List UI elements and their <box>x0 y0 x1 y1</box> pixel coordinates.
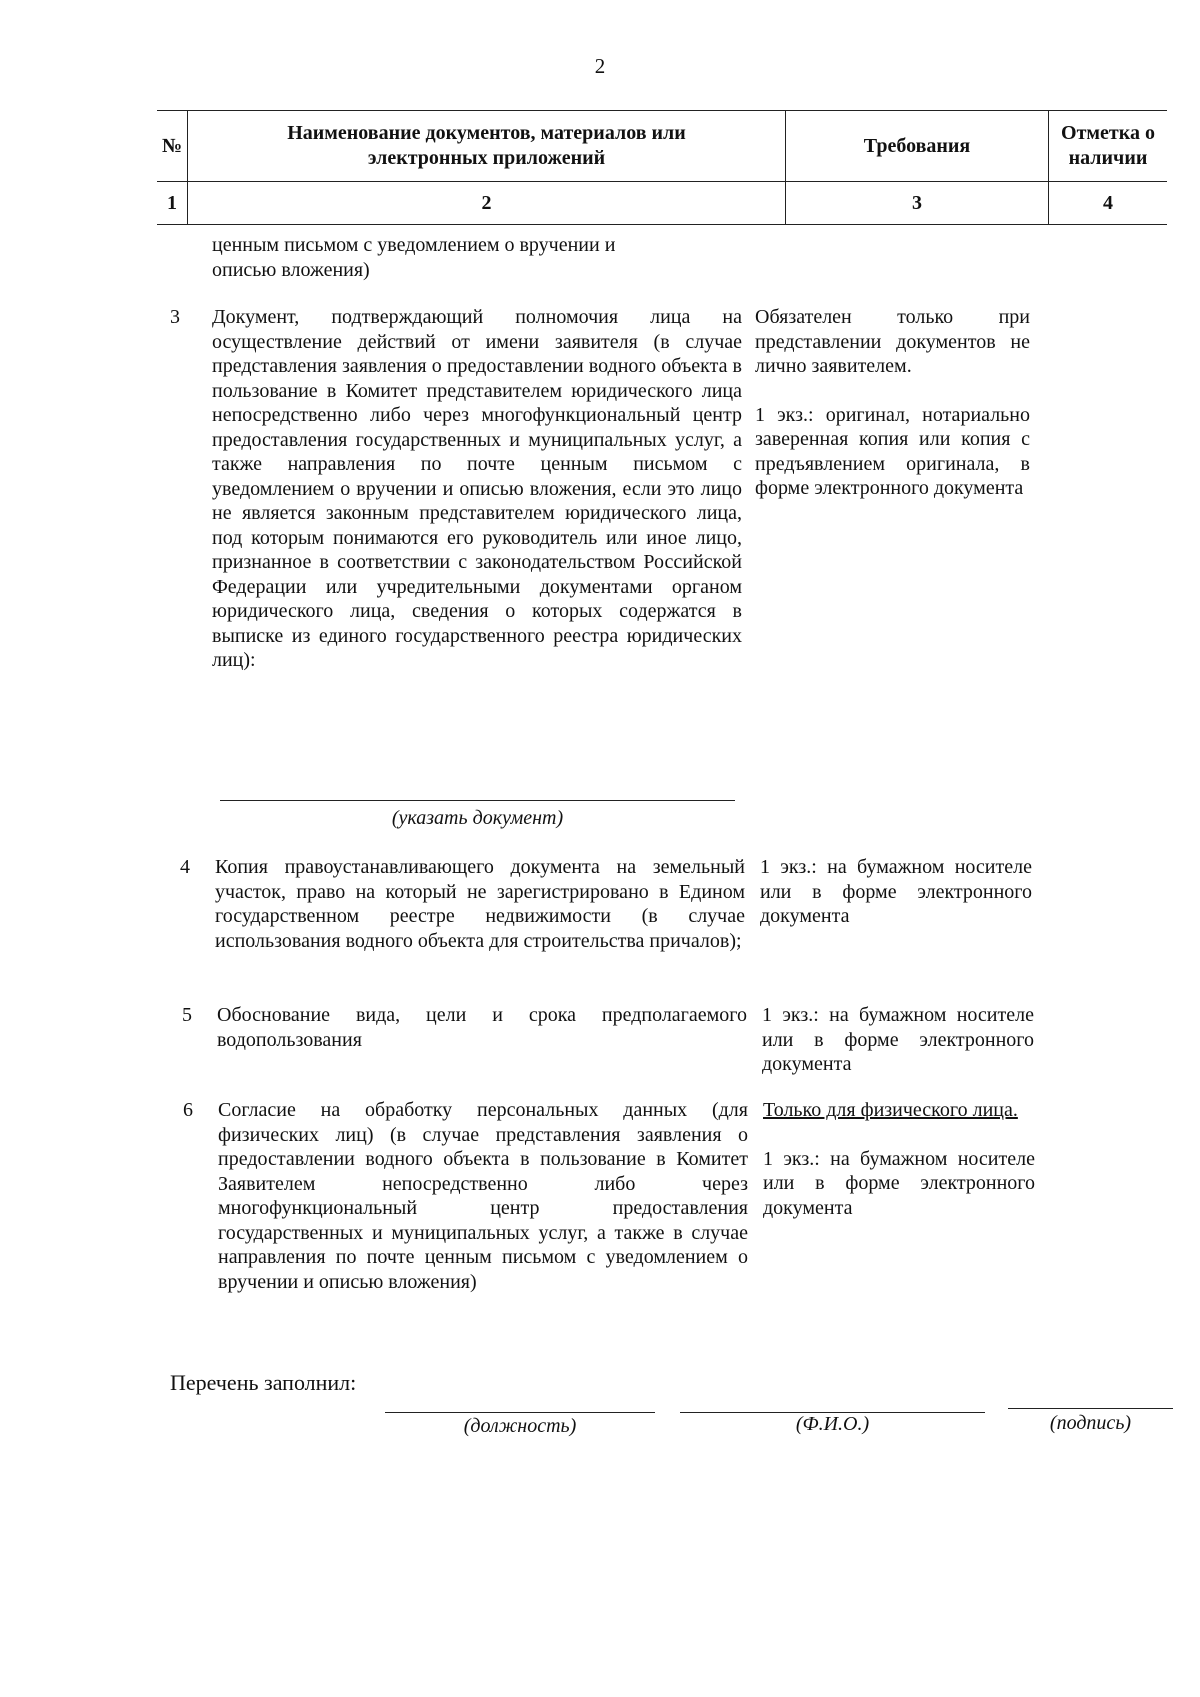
blank-line <box>220 800 735 801</box>
filled-by-label: Перечень заполнил: <box>170 1370 357 1395</box>
row-number: 5 <box>182 1004 192 1026</box>
row-number: 3 <box>170 306 180 328</box>
row-number: 6 <box>183 1099 193 1121</box>
blank-caption: (указать документ) <box>391 807 564 829</box>
requirement-note: Обязателен только при представлении документов не лично заявителем. <box>755 306 1030 377</box>
signature-caption: (подпись) <box>1049 1412 1132 1434</box>
requirements-cell <box>763 1098 1035 1220</box>
requirement-text: 1 экз.: на бумажном носителе или в форме электронного документа <box>763 1147 1035 1219</box>
col-index-3: 3 <box>786 182 1049 225</box>
table-header <box>157 110 1167 225</box>
col-index-1: 1 <box>157 182 188 225</box>
requirement-text: 1 экз.: оригинал, нотариально заверенная копия или копия с предъявлением оригинала, в форме электронного документа <box>755 403 1030 499</box>
document-name: Документ, подтверждающий полномочия лица на осуществление действий от имени заявителя (в случае представления заявления о предоставлении водного объекта в пользование в Комитет представителем юридического лица непосредственно либо через многофункциональный центр предоставления государственных и муниципальных услуг, а также направления по почте ценным письмом с уведомлением о вручении и описью вложения, если это лицо не является законным представителем юридического лица, под которым понимаются его руководитель или иное лицо, признанное в соответствии с законодательством Российской Федерации или учредительными документами органом юридического лица, сведения о которых содержатся в выписке из единого государственного реестра юридических лиц): <box>212 306 742 671</box>
signature-line <box>1008 1408 1173 1409</box>
requirement-text: 1 экз.: на бумажном носителе или в форме электронного документа <box>760 856 1032 927</box>
col-mark-header: Отметка о наличии <box>1049 111 1168 182</box>
row-number: 4 <box>180 856 190 878</box>
requirement-text: 1 экз.: на бумажном носителе или в форме электронного документа <box>762 1004 1034 1075</box>
requirement-note: Только для физического лица. <box>763 1099 1018 1121</box>
requirements-cell <box>755 305 1030 501</box>
page-number: 2 <box>594 54 606 78</box>
document-name: Копия правоустанавливающего документа на земельный участок, право на который не зарегистрировано в Едином государственном реестре недвижимости (в случае использования водного объекта для строительства причалов); <box>215 856 745 952</box>
fio-caption: (Ф.И.О.) <box>795 1413 870 1435</box>
col-name-header: Наименование документов, материалов или электронных приложений <box>188 111 786 182</box>
col-index-2: 2 <box>188 182 786 225</box>
position-caption: (должность) <box>463 1415 577 1437</box>
col-req-header: Требования <box>786 111 1049 182</box>
col-num-header: № <box>157 111 188 182</box>
document-name: Обоснование вида, цели и срока предполагаемого водопользования <box>217 1004 747 1051</box>
document-name: Согласие на обработку персональных данных (для физических лиц) (в случае представления заявления о предоставлении водного объекта в пользование в Комитет Заявителем непосредственно либо через многофункциональный центр предоставления государственных и муниципальных услуг, а также в случае направления по почте ценным письмом с уведомлением о вручении и описью вложения) <box>218 1099 748 1293</box>
col-index-4: 4 <box>1049 182 1168 225</box>
position-line <box>385 1412 655 1413</box>
continuation-text: ценным письмом с уведомлением о вручении и описью вложения) <box>212 234 616 281</box>
